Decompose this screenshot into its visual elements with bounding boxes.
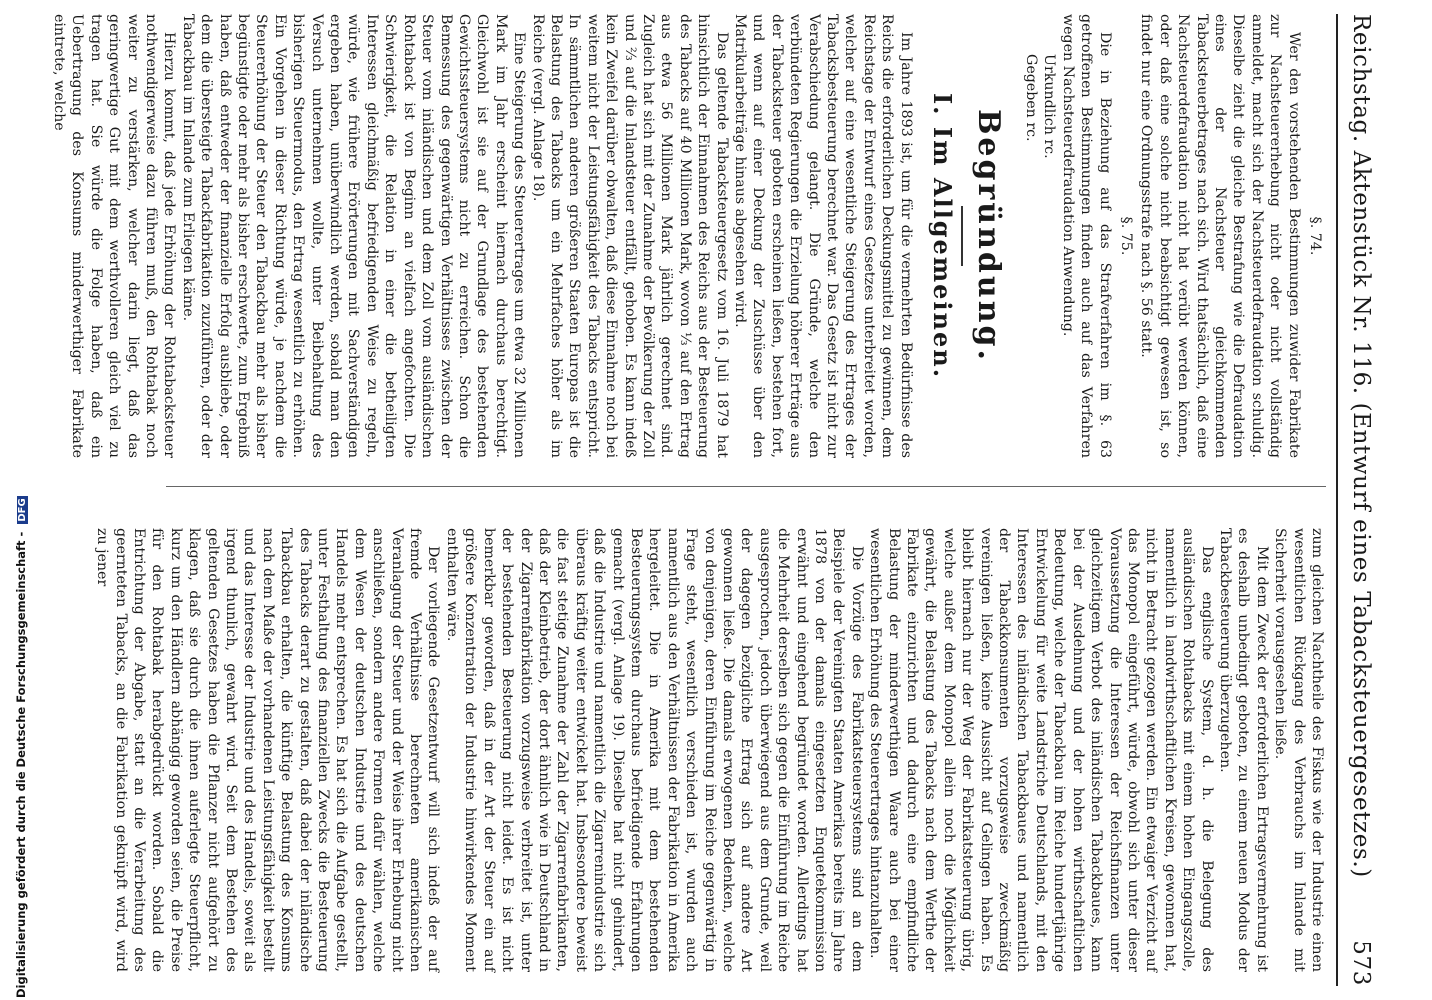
header-rule [1336,14,1338,986]
paragraph-3: Eine Steigerung des Steuerertrages um etwa 32 Millionen Mark im Jahr erscheint hiernach durchaus berechtigt. Gleichwohl ist sie auf der Grundlage des bestehenden Gewichtssteuersystems nicht zu erreichen. Schon die Bemessung des gegenwärtigen Verhältnisses zwischen der Steuer vom inländischen und dem Zoll vom ausländischen Rohtaback ist von Beginn an vielfach angefochten. Die Schwierigkeit, die Relation in einer die betheiligten Interessen gleichmäßig befriedigenden Weise zu regeln, würde, wie frühere Erörterungen mit Sachverständigen ergeben haben, unüberwindlich werden, sobald man den Versuch unternehmen wollte, unter Beibehaltung des bisherigen Steuermodus, den Ertrag wesentlich zu erhöhen. Ein Vorgehen in dieser Richtung würde, je nachdem die Steuererhöhung der Steuer den Tabackbau mehr als bisher begünstigte oder mehr als bisher erschwerte, zum Ergebniß haben, daß entweder der finanzielle Erfolg ausbliebe, oder dem die übersteigte Tabackfabrikation zuzuführen, oder der Tabackbau im Inlande zum Erliegen käme. [179,14,528,458]
paragraph-1: Im Jahre 1893 ist, um für die vermehrten Bedürfnisse des Reichs die erforderlichen Deckungsmittel zu gewinnen, dem Reichstage der Entwurf eines Gesetzes unterbreitet worden, welcher auf eine wesentliche Steigerung des Ertrages der Tabacksbesteuerung berechnet war. Das Gesetz ist nicht zur Verabschiedung gelangt. Die Gründe, welche den verbündeten Regierungen die Erzielung höherer Erträge aus der Tabacksteuer geboten erscheinen ließen, bestehen fort, und wenn auf einer Deckung der Zuschüsse über den Matrikularbeiträge hinaus abgesehen wird. [732,14,914,458]
paragraph-75: Die in Beziehung auf das Strafverfahren im §. 63 getroffenen Bestimmungen finden auch auf das Verfahren wegen Nachsteuerdefraudation Anwendung. [1059,14,1113,458]
signature-line-2: Gegeben rc. [1022,54,1039,142]
dfg-logo: DFG [17,498,28,522]
section-heading-75: §. 75. [1117,216,1134,256]
signature-line-1: Urkundlich rc. [1041,54,1058,159]
paragraph-r2: Mit dem Zweck der erforderlichen Ertragsvermehrung ist es deshalb unbedingt geboten, zu einem neuen Modus der Tabackbesteuerung überzugehen. [1216,528,1270,972]
title-rule [961,206,963,266]
digitization-sidebar [0,0,28,1000]
paragraph-r5: Der vorliegende Gesetzentwurf will sich indeß der auf fremde Verhältnisse berechneten amerikanischen Veranlagung der Steuer und der Weise ihrer Erhebung nicht anschließen, sondern andere Formen dafür wählen, welche dem Wesen der deutschen Industrie und des deutschen Handels mehr entsprechen. Es hat sich die Aufgabe gestellt, unter Festhaltung des finanziellen Zwecks die Besteuerung des Tabacks derart zu gestalten, daß dabei der inländische Tabackbau erhalten, die künftige Belastung des Konsums nach dem Maße der vorhandenen Leistungsfähigkeit bestellt und das Interesse der Industrie und des Handels, soweit als irgend thunlich, gewahrt wird. Seit dem Bestehen des geltenden Gesetzes haben die Pflanzer nicht aufgehört zu klagen, daß sie durch die ihnen auferlegte Steuerpflicht, kurz um den Händlern abhängig geworden seien, die Preise für den Rohtabak herabgedrückt worden. Sobald die Entrichtung der Abgabe, statt an die Verarbeitung des geernteten Tabacks, an die Fabrikation geknüpft wird, wird zu jener [94,528,442,972]
page-header [1346,14,1374,986]
page-number: 573 [1348,940,1374,986]
credit-text: Digitalisierung gefördert durch die Deutsche Forschungsgemeinschaft - [14,531,28,998]
header-title: Reichstag. Aktenstück Nr. 116. (Entwurf eines Tabacksteuergesetzes.) [1348,14,1374,878]
paragraph-r1: zum gleichen Nachtheile des Fiskus wie der Industrie einen wesentlichen Rückgang des Verbrauchs im Inlande mit Sicherheit vorausgesehen ließe. [1272,528,1325,972]
document-page [51,0,1386,1000]
document-title: Begründung. [971,109,1007,363]
section-heading-74: §. 74. [1307,216,1323,256]
right-column [93,528,1326,972]
paragraph-4: Hierzu kommt, daß jede Erhöhung der Rohtabacksteuer nothwendigerweise dazu führen muß, den Rohtabak noch weiter zu verstärken, welcher darin liegt, daß das geringwertige Gut mit dem werthvolleren gleich viel zu tragen hat. Sie würde die Folge haben, daß ein Uebertragung des Konsums minderwerthiger Fabrikate eintrete, welche [51,14,178,458]
section-title: I. Im Allgemeinen. [928,92,958,380]
column-divider [166,486,1326,487]
left-column [50,14,1326,458]
digitization-credit [14,496,28,998]
paragraph-r4: Die Vorzüge des Fabrikatsteuersystems sind an dem Beispiele der Vereinigten Staaten Amerikas bereits im Jahre 1878 von der damals eingesetzten Enquetekommission erwähnt und eingehend begründet worden. Allerdings hat die Mehrheit derselben sich gegen die Einführung im Reiche ausgesprochen, jedoch überwiegend aus dem Grunde, weil der dagegen bezügliche Ertrag sich auf andere Art gewonnen ließe. Die damals erwogenen Bedenken, welche von denjenigen, deren Einführung im Reiche gegenwärtig in Frage steht, wesentlich verschieden ist, wurden auch namentlich aus den Verhältnissen der Fabrikation in Amerika hergeleitet. Die in Amerika mit dem bestehenden Besteuerungssystem durchaus befriedigende Erfahrungen gemacht (vergl. Anlage 19). Dieselbe hat nicht gehindert, daß die Industrie und namentlich die Zigarrenindustrie sich überaus kräftig weiter entwickelt hat. Insbesondere beweist die fast stetige Zunahme der Zahl der Zigarrenfabrikanten, daß der Kleinbetrieb, der dort ähnlich wie in Deutschland in der Zigarrenfabrikation vorzugsweise verbreitet ist, unter der bestehenden Besteuerung nicht leidet. Es ist nicht bemerkbar geworden, daß in der Art der Steuer ein auf größere Konzentration der Industrie hinwirkendes Moment enthalten wäre. [443,528,865,972]
paragraph-r3: Das englische System, d. h. die Belegung des ausländischen Rohtabacks mit einem hohen Eingangszolle, namentlich in landwirthschaftlichen Kreisen, gewonnen hat, nicht in Betracht gezogen werden. Ein etwaiger Verzicht auf das Monopol eingeführt, würde, obwohl sich unter dieser Voraussetzung die Interessen der Reichsfinanzen unter gleichzeitigem Verbot des inländischen Tabackbaues, kann bei der Ausdehnung und der hohen wirthschaftlichen Bedeutung, welche der Tabackbau im Reiche hundertjährige Entwickelung für weite Landstriche Deutschlands, mit den Interessen des inländischen Tabackbaues und namentlich der Tabackkonsumenten vorzugsweise zweckmäßig vereinigen ließen, keine Aussicht auf Gelingen haben. Es bleibt hiernach nur der Weg der Fabrikatsteuerung übrig, welche außer dem Monopol allein noch die Möglichkeit gewährt, die Belastung des Tabacks nach dem Werthe der Fabrikate einzurichten und dadurch eine empfindliche Belastung der minderwerthigen Waare auch bei einer wesentlichen Erhöhung des Steuerertrages hintanzuhalten. [867,528,1215,972]
paragraph-74: Wer den vorstehenden Bestimmungen zuwider Fabrikate zur Nachsteuererhebung nicht oder nicht vollständig anmeldet, macht sich der Nachsteuerdefraudation schuldig. Dieselbe zieht die gleiche Bestrafung wie die Defraudation eines der Nachsteuer gleichkommenden Tabacksteuerbetrages nach sich. Wird thatsächlich, daß eine Nachsteuerdefraudation nicht hat verübt werden können, oder daß eine solche nicht beabsichtigt gewesen ist, so findet nur eine Ordnungsstrafe nach §. 56 statt. [1138,14,1302,458]
paragraph-2: Das geltende Tabacksteuergesetz vom 16. Juli 1879 hat hinsichtlich der Einnahmen des Reichs aus der Besteuerung des Tabacks auf 40 Millionen Mark, wovon ⅓ auf den Ertrag aus etwa 56 Millionen Mark jährlich gerechnet sind. Zugleich hat sich mit der Zunahme der Bevölkerung der Zoll und ⅔ auf die Inlandsteuer entfällt, gehoben. Es kann indeß kein Zweifel darüber obwalten, daß diese Einnahme noch bei weitem nicht der Leistungsfähigkeit des Tabacks entspricht. In sämmtlichen anderen größeren Staaten Europas ist die Belastung des Tabacks um ein Mehrfaches höher als im Reiche (vergl. Anlage 18). [529,14,730,458]
